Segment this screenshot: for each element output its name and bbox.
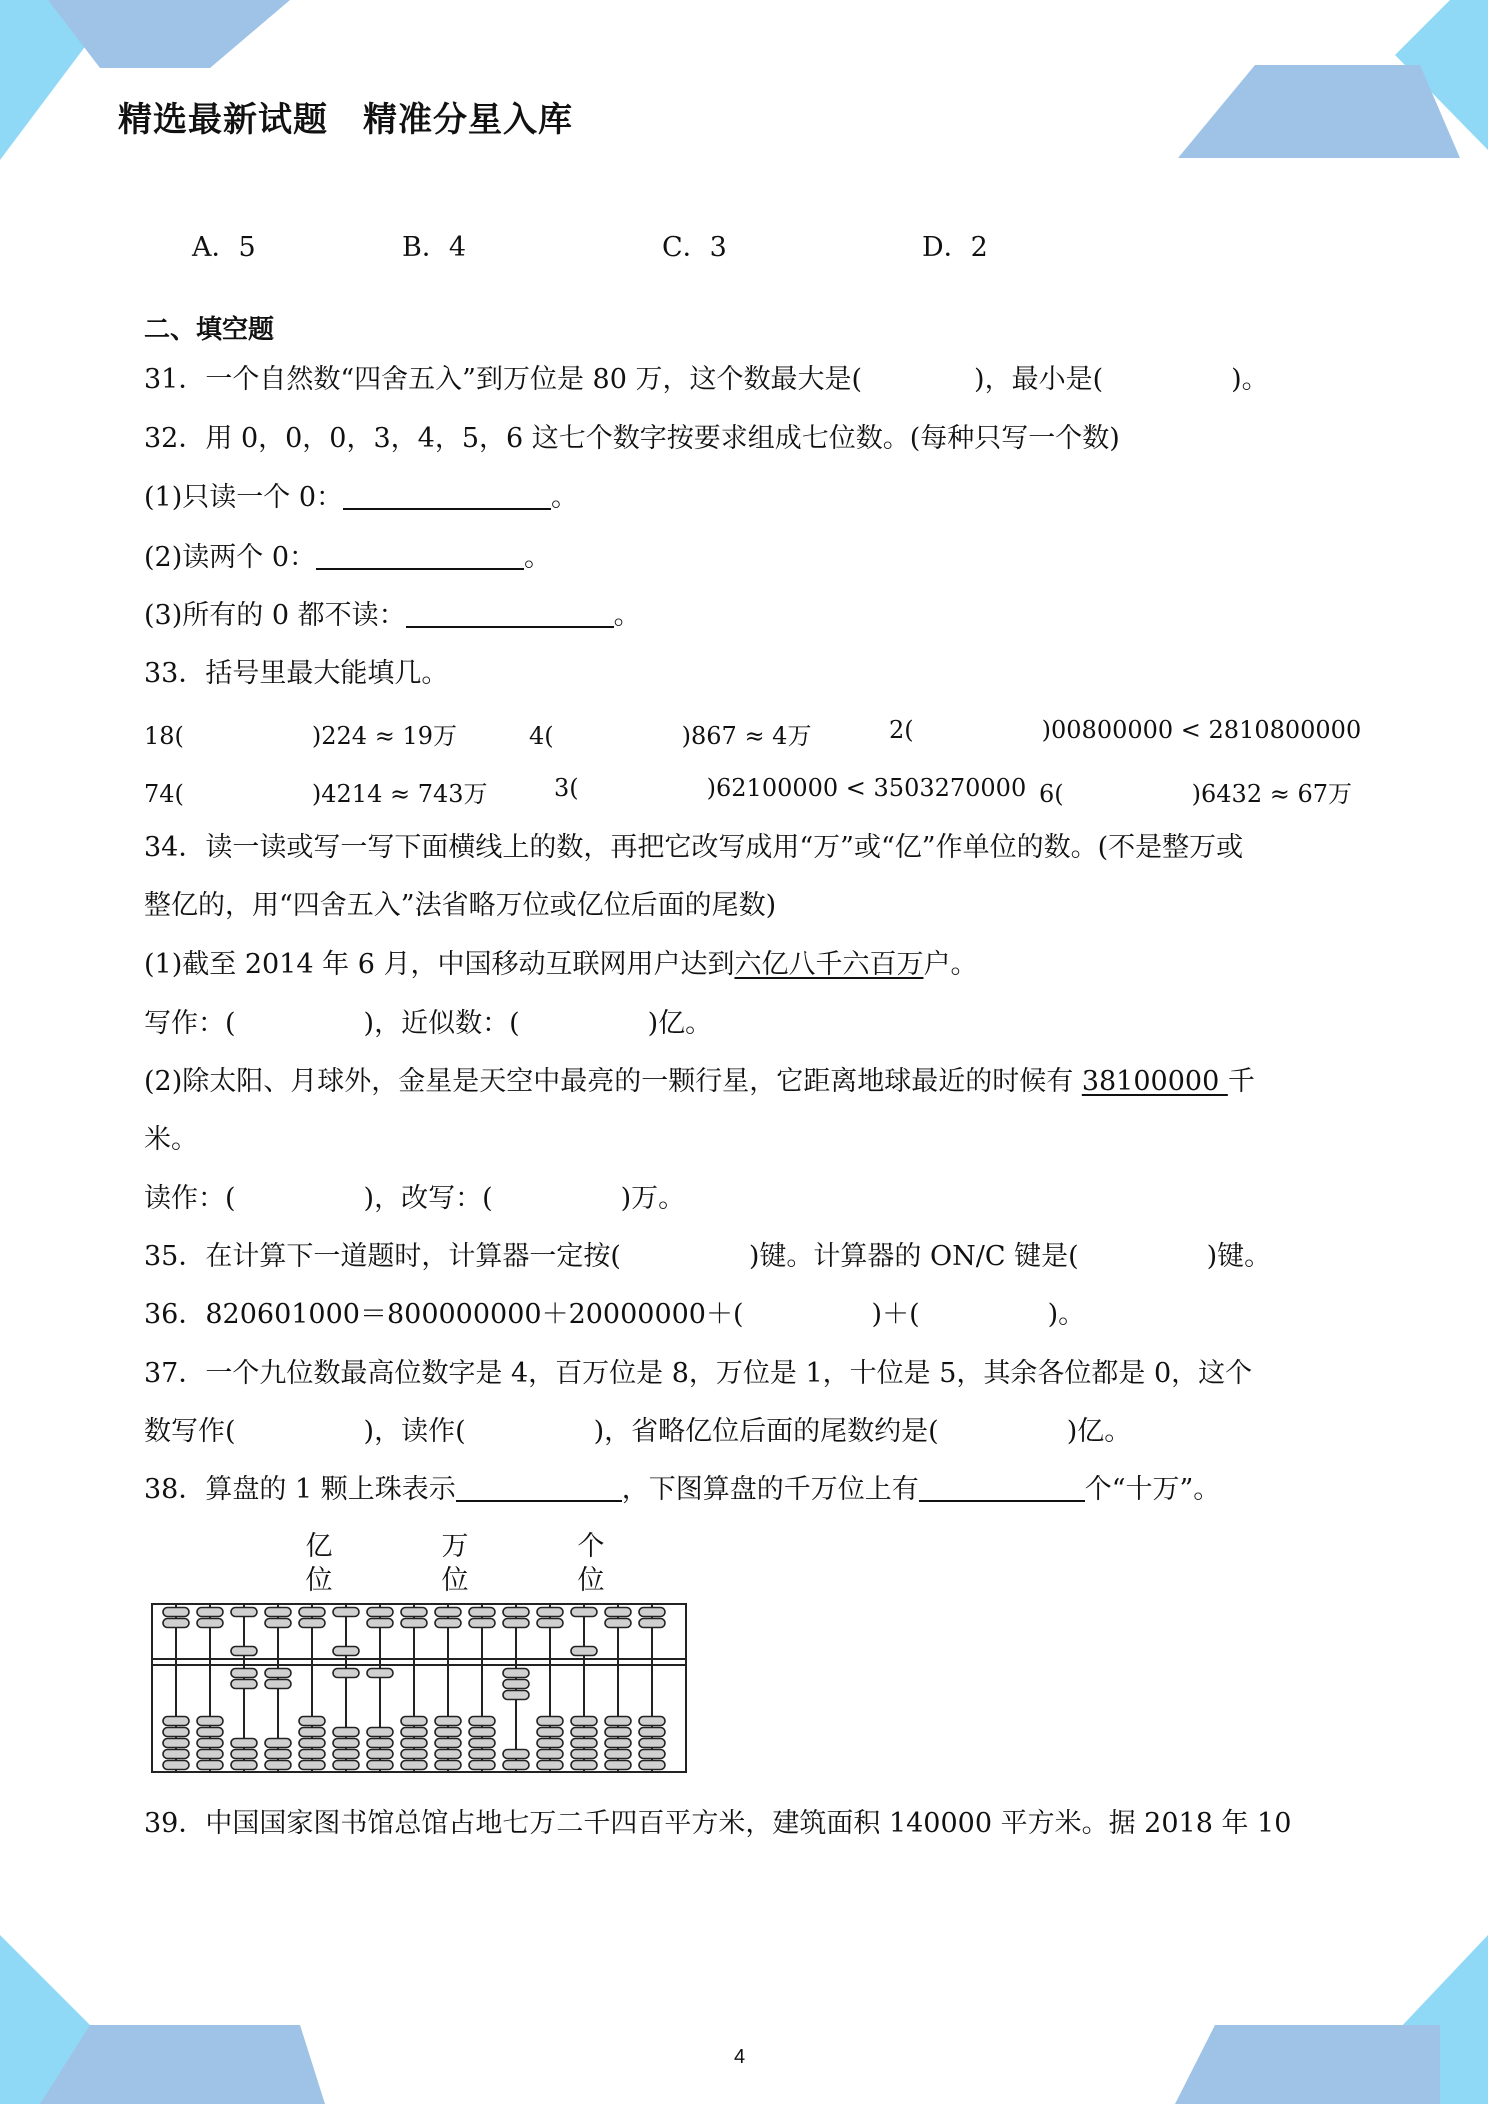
abacus-bead bbox=[435, 1728, 461, 1737]
abacus-bead bbox=[367, 1669, 393, 1678]
abacus-bead bbox=[605, 1728, 631, 1737]
option-a: A．5 bbox=[192, 232, 256, 263]
abacus-bead bbox=[231, 1680, 257, 1689]
question-33-stem: 33．括号里最大能填几。 bbox=[144, 658, 449, 689]
abacus-bead bbox=[639, 1728, 665, 1737]
abacus-bead bbox=[299, 1739, 325, 1748]
q33-item-6 bbox=[1039, 774, 1352, 809]
q32-end: 。 bbox=[524, 542, 552, 573]
option-c: C．3 bbox=[662, 232, 727, 263]
abacus-bead bbox=[265, 1761, 291, 1770]
question-39: 39．中国国家图书馆总馆占地七万二千四百平方米，建筑面积 140000 平方米。据 2018 年 10 bbox=[144, 1808, 1292, 1839]
abacus-bead bbox=[163, 1619, 189, 1628]
question-34-part-2-line-2: 米。 bbox=[144, 1124, 198, 1155]
answer-blank[interactable] bbox=[919, 1474, 1085, 1502]
abacus-figure bbox=[150, 1602, 690, 1774]
q33-pre: 18( bbox=[144, 722, 184, 750]
abacus-bead bbox=[401, 1717, 427, 1726]
q35-c: )键。 bbox=[1206, 1241, 1272, 1272]
abacus-bead bbox=[299, 1750, 325, 1759]
abacus-bead bbox=[537, 1717, 563, 1726]
abacus-bead bbox=[503, 1608, 529, 1617]
q34-w2-b: )，改写：( bbox=[363, 1183, 493, 1214]
question-34-part-1 bbox=[144, 947, 977, 983]
abacus-bead bbox=[503, 1680, 529, 1689]
q33-post: )4214 ≈ 743万 bbox=[311, 780, 488, 808]
abacus-label-yi bbox=[304, 1530, 334, 1598]
abacus-label-wan bbox=[440, 1530, 470, 1598]
abacus-bead bbox=[367, 1739, 393, 1748]
abacus-bead bbox=[435, 1717, 461, 1726]
abacus-bead bbox=[537, 1728, 563, 1737]
abacus-bead bbox=[571, 1739, 597, 1748]
question-37-line-2 bbox=[144, 1414, 1131, 1450]
question-31 bbox=[144, 362, 1269, 398]
abacus-bead bbox=[469, 1739, 495, 1748]
abacus-bead bbox=[571, 1647, 597, 1656]
q33-pre: 3( bbox=[554, 774, 579, 802]
abacus-bead bbox=[299, 1728, 325, 1737]
abacus-bead bbox=[163, 1728, 189, 1737]
question-36 bbox=[144, 1297, 1085, 1333]
label-char: 个 bbox=[577, 1531, 605, 1562]
question-35 bbox=[144, 1239, 1271, 1275]
abacus-bead bbox=[605, 1739, 631, 1748]
q34-underlined-number: 六亿八千六百万 bbox=[734, 949, 924, 980]
abacus-bead bbox=[571, 1717, 597, 1726]
q32-end: 。 bbox=[551, 482, 579, 513]
q33-item-5 bbox=[554, 774, 1026, 802]
abacus-bead bbox=[401, 1619, 427, 1628]
q34-p2-text: (2)除太阳、月球外，金星是天空中最亮的一颗行星，它距离地球最近的时候有 bbox=[144, 1066, 1082, 1097]
q33-post: )00800000 < 2810800000 bbox=[1041, 716, 1362, 744]
abacus-bead bbox=[401, 1728, 427, 1737]
q34-w2-a: 读作：( bbox=[144, 1183, 236, 1214]
q38-c: 个“十万”。 bbox=[1084, 1474, 1221, 1505]
q37-b: )，读作( bbox=[363, 1416, 466, 1447]
abacus-bead bbox=[639, 1717, 665, 1726]
question-32-part-2 bbox=[144, 540, 551, 576]
abacus-bead bbox=[469, 1717, 495, 1726]
q34-w1-a: 写作：( bbox=[144, 1008, 236, 1039]
abacus-bead bbox=[231, 1739, 257, 1748]
abacus-bead bbox=[265, 1750, 291, 1759]
abacus-bead bbox=[367, 1728, 393, 1737]
abacus-bead bbox=[537, 1619, 563, 1628]
abacus-bead bbox=[605, 1717, 631, 1726]
abacus-label-ge bbox=[576, 1530, 606, 1598]
abacus-bead bbox=[503, 1761, 529, 1770]
abacus-bead bbox=[469, 1750, 495, 1759]
q34-underlined-number: 38100000 bbox=[1081, 1066, 1228, 1097]
abacus-bead bbox=[639, 1750, 665, 1759]
abacus-bead bbox=[163, 1608, 189, 1617]
abacus-bead bbox=[367, 1761, 393, 1770]
q33-item-1 bbox=[144, 716, 457, 751]
abacus-bead bbox=[197, 1761, 223, 1770]
q34-answer-row-1 bbox=[144, 1006, 712, 1042]
abacus-bead bbox=[197, 1739, 223, 1748]
abacus-bead bbox=[333, 1647, 359, 1656]
label-char: 万 bbox=[441, 1531, 469, 1562]
abacus-bead bbox=[435, 1761, 461, 1770]
question-34-stem-2: 整亿的，用“四舍五入”法省略万位或亿位后面的尾数) bbox=[144, 890, 777, 921]
abacus-bead bbox=[469, 1619, 495, 1628]
question-34-stem-1: 34．读一读或写一写下面横线上的数，再把它改写成用“万”或“亿”作单位的数。(不是整万或 bbox=[144, 832, 1244, 863]
q36-c: )。 bbox=[1047, 1299, 1086, 1330]
option-d: D．2 bbox=[922, 232, 988, 263]
abacus-bead bbox=[605, 1750, 631, 1759]
abacus-bead bbox=[299, 1717, 325, 1726]
abacus-bead bbox=[401, 1739, 427, 1748]
abacus-bead bbox=[333, 1761, 359, 1770]
q37-d: )亿。 bbox=[1066, 1416, 1132, 1447]
option-b: B．4 bbox=[402, 232, 467, 263]
question-32-stem: 32．用 0，0，0，3，4，5，6 这七个数字按要求组成七位数。(每种只写一个数) bbox=[144, 423, 1120, 454]
q34-p1-text: (1)截至 2014 年 6 月，中国移动互联网用户达到 bbox=[144, 949, 735, 980]
abacus-bead bbox=[231, 1608, 257, 1617]
abacus-bead bbox=[231, 1750, 257, 1759]
answer-blank[interactable] bbox=[343, 482, 551, 510]
q33-item-3 bbox=[889, 716, 1361, 744]
q33-post: )867 ≈ 4万 bbox=[681, 722, 812, 750]
q32-p1-text: (1)只读一个 0： bbox=[144, 482, 344, 513]
abacus-bead bbox=[435, 1739, 461, 1748]
abacus-bead bbox=[639, 1608, 665, 1617]
abacus-bead bbox=[333, 1750, 359, 1759]
abacus-bead bbox=[197, 1608, 223, 1617]
abacus-bead bbox=[197, 1619, 223, 1628]
q34-p2-post: 千 bbox=[1227, 1066, 1255, 1097]
abacus-bead bbox=[469, 1761, 495, 1770]
abacus-bead bbox=[503, 1691, 529, 1700]
abacus-bead bbox=[265, 1680, 291, 1689]
abacus-bead bbox=[299, 1619, 325, 1628]
question-37-line-1: 37．一个九位数最高位数字是 4，百万位是 8，万位是 1，十位是 5，其余各位都是 0，这个 bbox=[144, 1358, 1253, 1389]
abacus-bead bbox=[571, 1608, 597, 1617]
abacus-bead bbox=[605, 1619, 631, 1628]
abacus-bead bbox=[537, 1761, 563, 1770]
abacus-bead bbox=[197, 1717, 223, 1726]
abacus-bead bbox=[435, 1619, 461, 1628]
q38-b: ，下图算盘的千万位上有 bbox=[621, 1474, 919, 1505]
abacus-bead bbox=[639, 1739, 665, 1748]
abacus-bead bbox=[605, 1761, 631, 1770]
q32-p2-text: (2)读两个 0： bbox=[144, 542, 317, 573]
q33-pre: 74( bbox=[144, 780, 184, 808]
question-32-part-1 bbox=[144, 480, 578, 516]
label-char: 位 bbox=[441, 1565, 469, 1596]
abacus-bead bbox=[503, 1669, 529, 1678]
abacus-bead bbox=[639, 1619, 665, 1628]
answer-blank[interactable] bbox=[406, 600, 614, 628]
abacus-bead bbox=[333, 1728, 359, 1737]
abacus-bead bbox=[571, 1761, 597, 1770]
abacus-bead bbox=[163, 1717, 189, 1726]
abacus-bead bbox=[537, 1608, 563, 1617]
abacus-bead bbox=[333, 1739, 359, 1748]
abacus-bead bbox=[265, 1669, 291, 1678]
abacus-bead bbox=[333, 1608, 359, 1617]
abacus-bead bbox=[299, 1608, 325, 1617]
abacus-bead bbox=[231, 1669, 257, 1678]
q34-w1-c: )亿。 bbox=[647, 1008, 713, 1039]
abacus-bead bbox=[571, 1728, 597, 1737]
q31-text-b: )，最小是( bbox=[974, 364, 1104, 395]
abacus-bead bbox=[265, 1739, 291, 1748]
abacus-bead bbox=[265, 1608, 291, 1617]
abacus-bead bbox=[469, 1728, 495, 1737]
q34-answer-row-2 bbox=[144, 1181, 685, 1217]
q33-item-4 bbox=[144, 774, 488, 809]
abacus-bead bbox=[197, 1750, 223, 1759]
abacus-bead bbox=[231, 1647, 257, 1656]
q36-b: )＋( bbox=[871, 1299, 920, 1330]
question-34-part-2 bbox=[144, 1064, 1255, 1100]
abacus-bead bbox=[401, 1608, 427, 1617]
abacus-bead bbox=[367, 1750, 393, 1759]
q35-a: 35．在计算下一道题时，计算器一定按( bbox=[144, 1241, 621, 1272]
q33-pre: 4( bbox=[529, 722, 554, 750]
abacus-bead bbox=[333, 1669, 359, 1678]
answer-blank[interactable] bbox=[456, 1474, 622, 1502]
q37-a: 数写作( bbox=[144, 1416, 236, 1447]
q34-w2-c: )万。 bbox=[620, 1183, 686, 1214]
abacus-bead bbox=[231, 1761, 257, 1770]
question-32-part-3 bbox=[144, 598, 641, 634]
q36-a: 36．820601000＝800000000＋20000000＋( bbox=[144, 1299, 744, 1330]
q33-post: )6432 ≈ 67万 bbox=[1191, 780, 1352, 808]
abacus-bead bbox=[367, 1619, 393, 1628]
q33-item-2 bbox=[529, 716, 811, 751]
abacus-bead bbox=[163, 1750, 189, 1759]
abacus-bead bbox=[197, 1728, 223, 1737]
abacus-bead bbox=[435, 1750, 461, 1759]
abacus-bead bbox=[605, 1608, 631, 1617]
abacus-bead bbox=[639, 1761, 665, 1770]
section-title: 二、填空题 bbox=[144, 315, 275, 345]
q38-a: 38．算盘的 1 颗上珠表示 bbox=[144, 1474, 456, 1505]
abacus-bead bbox=[299, 1761, 325, 1770]
abacus-bead bbox=[571, 1750, 597, 1759]
abacus-bead bbox=[435, 1608, 461, 1617]
label-char: 亿 bbox=[305, 1531, 333, 1562]
abacus-bead bbox=[537, 1750, 563, 1759]
q37-c: )，省略亿位后面的尾数约是( bbox=[593, 1416, 939, 1447]
abacus-bead bbox=[401, 1750, 427, 1759]
q33-post: )224 ≈ 19万 bbox=[311, 722, 457, 750]
q32-end: 。 bbox=[613, 600, 641, 631]
abacus-bead bbox=[163, 1761, 189, 1770]
q33-post: )62100000 < 3503270000 bbox=[706, 774, 1027, 802]
q35-b: )键。计算器的 ON/C 键是( bbox=[748, 1241, 1079, 1272]
q34-w1-b: )，近似数：( bbox=[363, 1008, 520, 1039]
abacus-bead bbox=[367, 1608, 393, 1617]
abacus-bead bbox=[163, 1739, 189, 1748]
q31-text-c: )。 bbox=[1231, 364, 1269, 395]
label-char: 位 bbox=[305, 1565, 333, 1596]
header-title: 精选最新试题 精准分星入库 bbox=[118, 100, 573, 140]
page-number: 4 bbox=[734, 2046, 746, 2068]
q34-p1-post: 户。 bbox=[923, 949, 978, 980]
label-char: 位 bbox=[577, 1565, 605, 1596]
question-38 bbox=[144, 1472, 1220, 1508]
abacus-bead bbox=[503, 1750, 529, 1759]
abacus-bead bbox=[503, 1619, 529, 1628]
q32-p3-text: (3)所有的 0 都不读： bbox=[144, 600, 406, 631]
q33-pre: 6( bbox=[1039, 780, 1064, 808]
abacus-bead bbox=[401, 1761, 427, 1770]
q33-pre: 2( bbox=[889, 716, 914, 744]
abacus-bead bbox=[265, 1619, 291, 1628]
abacus-bead bbox=[537, 1739, 563, 1748]
abacus-bead bbox=[469, 1608, 495, 1617]
answer-blank[interactable] bbox=[316, 542, 524, 570]
q31-text-a: 31．一个自然数“四舍五入”到万位是 80 万，这个数最大是( bbox=[144, 364, 863, 395]
